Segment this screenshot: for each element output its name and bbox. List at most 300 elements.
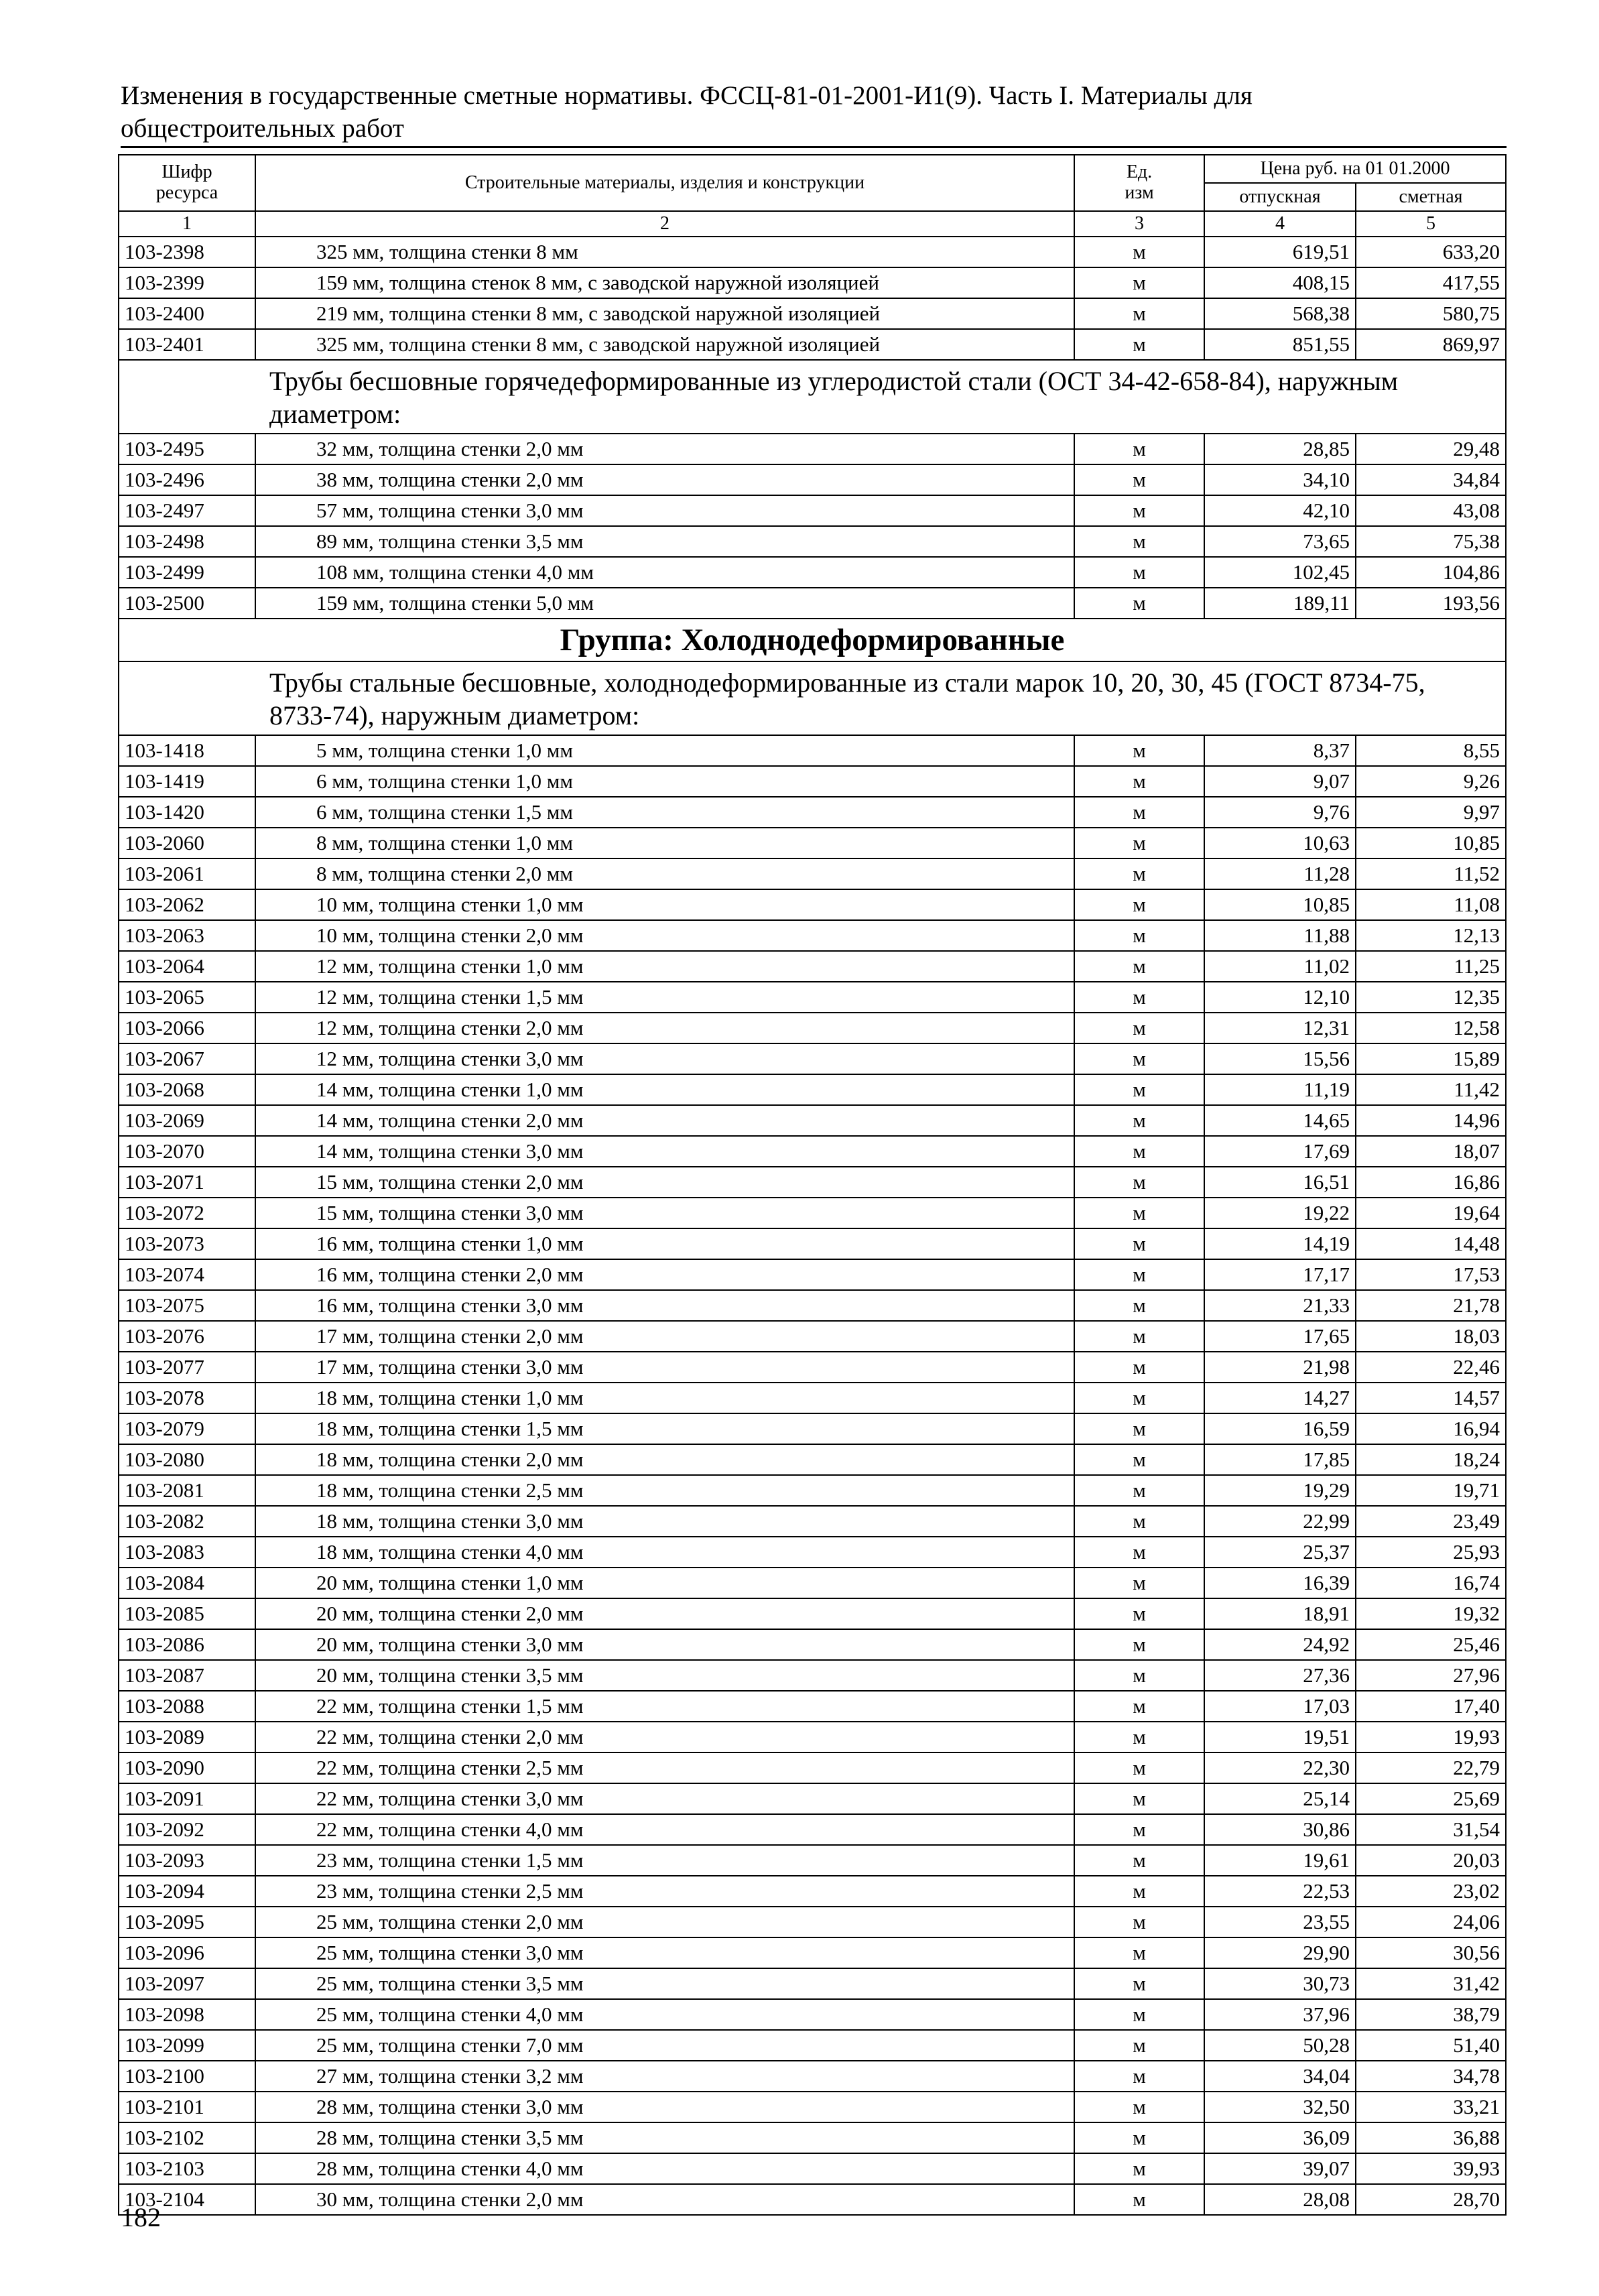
resource-code: 103-2064 — [119, 951, 255, 982]
price-release: 22,30 — [1204, 1752, 1356, 1783]
unit: м — [1074, 1722, 1204, 1752]
column-number: 5 — [1356, 211, 1506, 237]
table-row — [119, 1105, 1506, 1136]
material-name: 16 мм, толщина стенки 3,0 мм — [255, 1290, 1074, 1321]
resource-code: 103-2081 — [119, 1475, 255, 1506]
price-estimate: 12,58 — [1356, 1013, 1506, 1043]
table-row — [119, 920, 1506, 951]
resource-code: 103-2079 — [119, 1413, 255, 1444]
material-name: 219 мм, толщина стенки 8 мм, с заводской наружной изоляцией — [255, 298, 1074, 329]
resource-code: 103-2092 — [119, 1814, 255, 1845]
table-row — [119, 1321, 1506, 1352]
table-row — [119, 1413, 1506, 1444]
price-estimate: 18,07 — [1356, 1136, 1506, 1167]
resource-code: 103-2066 — [119, 1013, 255, 1043]
price-release: 16,51 — [1204, 1167, 1356, 1198]
price-release: 17,17 — [1204, 1259, 1356, 1290]
table-row — [119, 1198, 1506, 1228]
resource-code: 103-2077 — [119, 1352, 255, 1383]
table-row — [119, 1876, 1506, 1907]
price-estimate: 25,93 — [1356, 1537, 1506, 1568]
table-row — [119, 1968, 1506, 1999]
price-release: 17,03 — [1204, 1691, 1356, 1722]
unit: м — [1074, 1907, 1204, 1937]
price-release: 568,38 — [1204, 298, 1356, 329]
material-name: 16 мм, толщина стенки 2,0 мм — [255, 1259, 1074, 1290]
unit: м — [1074, 1845, 1204, 1876]
price-estimate: 18,03 — [1356, 1321, 1506, 1352]
material-name: 28 мм, толщина стенки 3,0 мм — [255, 2092, 1074, 2122]
price-estimate: 104,86 — [1356, 557, 1506, 588]
price-release: 408,15 — [1204, 267, 1356, 298]
table-row — [119, 1937, 1506, 1968]
unit: м — [1074, 1321, 1204, 1352]
price-estimate: 27,96 — [1356, 1660, 1506, 1691]
code-header-line1: Шифр — [162, 162, 212, 183]
table-row — [119, 237, 1506, 267]
price-estimate: 14,48 — [1356, 1228, 1506, 1259]
resource-code: 103-2095 — [119, 1907, 255, 1937]
table-row — [119, 1290, 1506, 1321]
material-name: 6 мм, толщина стенки 1,5 мм — [255, 797, 1074, 828]
unit: м — [1074, 329, 1204, 360]
price-estimate: 193,56 — [1356, 588, 1506, 619]
resource-code: 103-2101 — [119, 2092, 255, 2122]
price-release: 15,56 — [1204, 1043, 1356, 1074]
resource-code: 103-2086 — [119, 1629, 255, 1660]
table-row — [119, 1783, 1506, 1814]
material-name: 15 мм, толщина стенки 3,0 мм — [255, 1198, 1074, 1228]
price-estimate: 417,55 — [1356, 267, 1506, 298]
price-estimate: 11,42 — [1356, 1074, 1506, 1105]
group-heading-row — [119, 619, 1506, 661]
price-release: 27,36 — [1204, 1660, 1356, 1691]
price-release: 9,07 — [1204, 766, 1356, 797]
unit: м — [1074, 1937, 1204, 1968]
unit: м — [1074, 1999, 1204, 2030]
unit: м — [1074, 1752, 1204, 1783]
resource-code: 103-2063 — [119, 920, 255, 951]
material-name: 22 мм, толщина стенки 1,5 мм — [255, 1691, 1074, 1722]
price-release: 10,85 — [1204, 889, 1356, 920]
unit: м — [1074, 1783, 1204, 1814]
price-release: 22,53 — [1204, 1876, 1356, 1907]
resource-code: 103-2061 — [119, 858, 255, 889]
table-row — [119, 1568, 1506, 1598]
resource-code: 103-2084 — [119, 1568, 255, 1598]
header-title-line1: Изменения в государственные сметные нормативы. ФССЦ-81-01-2001-И1(9). Часть I. Материалы для — [121, 81, 1253, 110]
resource-code: 103-2073 — [119, 1228, 255, 1259]
price-release: 19,29 — [1204, 1475, 1356, 1506]
resource-code: 103-2096 — [119, 1937, 255, 1968]
material-name: 25 мм, толщина стенки 4,0 мм — [255, 1999, 1074, 2030]
material-name: 10 мм, толщина стенки 1,0 мм — [255, 889, 1074, 920]
unit: м — [1074, 2092, 1204, 2122]
unit: м — [1074, 1228, 1204, 1259]
resource-code: 103-2401 — [119, 329, 255, 360]
section-heading: Трубы бесшовные горячедеформированные из углеродистой стали (ОСТ 34-42-658-84), наружным диаметром: — [119, 360, 1506, 434]
unit: м — [1074, 2061, 1204, 2092]
resource-code: 103-1420 — [119, 797, 255, 828]
unit: м — [1074, 797, 1204, 828]
material-name: 89 мм, толщина стенки 3,5 мм — [255, 526, 1074, 557]
table-row — [119, 1383, 1506, 1413]
table-row — [119, 1845, 1506, 1876]
price-release: 29,90 — [1204, 1937, 1356, 1968]
resource-code: 103-2099 — [119, 2030, 255, 2061]
table-row — [119, 557, 1506, 588]
column-number: 4 — [1204, 211, 1356, 237]
material-name: 18 мм, толщина стенки 1,5 мм — [255, 1413, 1074, 1444]
price-release: 21,33 — [1204, 1290, 1356, 1321]
table-row — [119, 1598, 1506, 1629]
resource-code: 103-2104 — [119, 2184, 255, 2215]
unit: м — [1074, 858, 1204, 889]
page-header — [121, 79, 1501, 145]
material-name: 23 мм, толщина стенки 1,5 мм — [255, 1845, 1074, 1876]
resource-code: 103-2398 — [119, 237, 255, 267]
price-estimate: 39,93 — [1356, 2153, 1506, 2184]
table-row — [119, 1074, 1506, 1105]
column-number-row — [119, 211, 1506, 237]
group-cold-body — [119, 619, 1506, 735]
material-name: 25 мм, толщина стенки 3,0 мм — [255, 1937, 1074, 1968]
table-row — [119, 889, 1506, 920]
price-release: 21,98 — [1204, 1352, 1356, 1383]
price-release: 10,63 — [1204, 828, 1356, 858]
material-name: 15 мм, толщина стенки 2,0 мм — [255, 1167, 1074, 1198]
unit: м — [1074, 588, 1204, 619]
section-heading: Трубы стальные бесшовные, холоднодеформированные из стали марок 10, 20, 30, 45 (ГОСТ 8734-75, 8733-74), наружным диаметром: — [119, 661, 1506, 735]
unit: м — [1074, 1043, 1204, 1074]
price-release: 102,45 — [1204, 557, 1356, 588]
material-name: 8 мм, толщина стенки 1,0 мм — [255, 828, 1074, 858]
unit-column-header — [1074, 155, 1204, 211]
table-row — [119, 1444, 1506, 1475]
section-hot-body — [119, 360, 1506, 434]
price-estimate: 16,86 — [1356, 1167, 1506, 1198]
table-row — [119, 1136, 1506, 1167]
table-row — [119, 1907, 1506, 1937]
price-release: 11,02 — [1204, 951, 1356, 982]
price-release: 42,10 — [1204, 495, 1356, 526]
material-name: 5 мм, толщина стенки 1,0 мм — [255, 735, 1074, 766]
unit: м — [1074, 434, 1204, 464]
resource-code: 103-2067 — [119, 1043, 255, 1074]
price-estimate: 10,85 — [1356, 828, 1506, 858]
unit: м — [1074, 1413, 1204, 1444]
section-heading-row — [119, 661, 1506, 735]
material-name: 12 мм, толщина стенки 1,0 мм — [255, 951, 1074, 982]
unit: м — [1074, 1629, 1204, 1660]
unit: м — [1074, 1167, 1204, 1198]
price-release: 12,31 — [1204, 1013, 1356, 1043]
material-name: 18 мм, толщина стенки 4,0 мм — [255, 1537, 1074, 1568]
price-estimate: 23,02 — [1356, 1876, 1506, 1907]
material-name: 23 мм, толщина стенки 2,5 мм — [255, 1876, 1074, 1907]
table-row — [119, 1228, 1506, 1259]
unit: м — [1074, 1136, 1204, 1167]
material-name: 10 мм, толщина стенки 2,0 мм — [255, 920, 1074, 951]
material-name: 30 мм, толщина стенки 2,0 мм — [255, 2184, 1074, 2215]
table-row — [119, 735, 1506, 766]
resource-code: 103-2062 — [119, 889, 255, 920]
price-release: 39,07 — [1204, 2153, 1356, 2184]
table-row — [119, 1814, 1506, 1845]
code-column-header — [119, 155, 255, 211]
resource-code: 103-2100 — [119, 2061, 255, 2092]
unit: м — [1074, 1660, 1204, 1691]
unit: м — [1074, 1013, 1204, 1043]
price-estimate: 9,26 — [1356, 766, 1506, 797]
resource-code: 103-2499 — [119, 557, 255, 588]
table-row — [119, 329, 1506, 360]
table-row — [119, 1722, 1506, 1752]
price-release: 12,10 — [1204, 982, 1356, 1013]
material-name: 12 мм, толщина стенки 1,5 мм — [255, 982, 1074, 1013]
material-name: 57 мм, толщина стенки 3,0 мм — [255, 495, 1074, 526]
table-row — [119, 495, 1506, 526]
table-row — [119, 2030, 1506, 2061]
price-estimate: 75,38 — [1356, 526, 1506, 557]
price-estimate: 19,32 — [1356, 1598, 1506, 1629]
resource-code: 103-2074 — [119, 1259, 255, 1290]
unit: м — [1074, 557, 1204, 588]
table-row — [119, 1043, 1506, 1074]
unit: м — [1074, 766, 1204, 797]
price-estimate: 8,55 — [1356, 735, 1506, 766]
price-estimate: 16,94 — [1356, 1413, 1506, 1444]
price-release: 50,28 — [1204, 2030, 1356, 2061]
unit: м — [1074, 1444, 1204, 1475]
material-name: 325 мм, толщина стенки 8 мм — [255, 237, 1074, 267]
table-body-block2 — [119, 434, 1506, 619]
price-release: 14,19 — [1204, 1228, 1356, 1259]
price-release: 14,65 — [1204, 1105, 1356, 1136]
table-row — [119, 1999, 1506, 2030]
price-estimate: 33,21 — [1356, 2092, 1506, 2122]
table-row — [119, 526, 1506, 557]
unit-header-line2: изм — [1125, 182, 1154, 203]
unit: м — [1074, 526, 1204, 557]
resource-code: 103-2069 — [119, 1105, 255, 1136]
table-body-block3 — [119, 735, 1506, 2215]
price-release: 189,11 — [1204, 588, 1356, 619]
price-estimate: 22,79 — [1356, 1752, 1506, 1783]
price-release: 28,08 — [1204, 2184, 1356, 2215]
material-name: 17 мм, толщина стенки 2,0 мм — [255, 1321, 1074, 1352]
price-estimate-header: сметная — [1356, 183, 1506, 211]
table-row — [119, 2184, 1506, 2215]
table-row — [119, 2092, 1506, 2122]
table-row — [119, 828, 1506, 858]
price-estimate: 31,54 — [1356, 1814, 1506, 1845]
price-release: 32,50 — [1204, 2092, 1356, 2122]
material-name: 325 мм, толщина стенки 8 мм, с заводской наружной изоляцией — [255, 329, 1074, 360]
price-estimate: 31,42 — [1356, 1968, 1506, 1999]
price-estimate: 14,57 — [1356, 1383, 1506, 1413]
resource-code: 103-2093 — [119, 1845, 255, 1876]
resource-code: 103-2497 — [119, 495, 255, 526]
price-estimate: 11,08 — [1356, 889, 1506, 920]
price-release: 17,65 — [1204, 1321, 1356, 1352]
resource-code: 103-2103 — [119, 2153, 255, 2184]
resource-code: 103-2091 — [119, 1783, 255, 1814]
material-name: 12 мм, толщина стенки 3,0 мм — [255, 1043, 1074, 1074]
material-name: 16 мм, толщина стенки 1,0 мм — [255, 1228, 1074, 1259]
material-name: 20 мм, толщина стенки 2,0 мм — [255, 1598, 1074, 1629]
resource-code: 103-2090 — [119, 1752, 255, 1783]
price-estimate: 23,49 — [1356, 1506, 1506, 1537]
resource-code: 103-2082 — [119, 1506, 255, 1537]
material-name: 14 мм, толщина стенки 2,0 мм — [255, 1105, 1074, 1136]
resource-code: 103-2495 — [119, 434, 255, 464]
price-release: 8,37 — [1204, 735, 1356, 766]
resource-code: 103-2060 — [119, 828, 255, 858]
price-estimate: 9,97 — [1356, 797, 1506, 828]
resource-code: 103-2075 — [119, 1290, 255, 1321]
material-name: 25 мм, толщина стенки 2,0 мм — [255, 1907, 1074, 1937]
price-estimate: 869,97 — [1356, 329, 1506, 360]
material-name: 6 мм, толщина стенки 1,0 мм — [255, 766, 1074, 797]
price-release: 17,69 — [1204, 1136, 1356, 1167]
table-row — [119, 1167, 1506, 1198]
price-estimate: 17,53 — [1356, 1259, 1506, 1290]
table-row — [119, 1013, 1506, 1043]
price-estimate: 36,88 — [1356, 2122, 1506, 2153]
resource-code: 103-1418 — [119, 735, 255, 766]
price-release: 30,73 — [1204, 1968, 1356, 1999]
price-release: 34,04 — [1204, 2061, 1356, 2092]
price-estimate: 580,75 — [1356, 298, 1506, 329]
column-number: 1 — [119, 211, 255, 237]
material-name: 159 мм, толщина стенок 8 мм, с заводской наружной изоляцией — [255, 267, 1074, 298]
resource-code: 103-2500 — [119, 588, 255, 619]
column-number: 3 — [1074, 211, 1204, 237]
resource-code: 103-2068 — [119, 1074, 255, 1105]
resource-code: 103-2089 — [119, 1722, 255, 1752]
resource-code: 103-2399 — [119, 267, 255, 298]
unit: м — [1074, 1105, 1204, 1136]
material-name: 14 мм, толщина стенки 3,0 мм — [255, 1136, 1074, 1167]
table-row — [119, 858, 1506, 889]
price-release-header: отпускная — [1204, 183, 1356, 211]
resource-code: 103-1419 — [119, 766, 255, 797]
price-release: 30,86 — [1204, 1814, 1356, 1845]
price-estimate: 22,46 — [1356, 1352, 1506, 1383]
price-estimate: 11,52 — [1356, 858, 1506, 889]
table-row — [119, 1660, 1506, 1691]
table-row — [119, 1691, 1506, 1722]
material-name: 25 мм, толщина стенки 3,5 мм — [255, 1968, 1074, 1999]
table-row — [119, 2122, 1506, 2153]
table-row — [119, 1629, 1506, 1660]
table-body-block1 — [119, 237, 1506, 360]
price-estimate: 19,93 — [1356, 1722, 1506, 1752]
table-row — [119, 797, 1506, 828]
material-name: 28 мм, толщина стенки 3,5 мм — [255, 2122, 1074, 2153]
price-release: 22,99 — [1204, 1506, 1356, 1537]
material-name: 27 мм, толщина стенки 3,2 мм — [255, 2061, 1074, 2092]
resource-code: 103-2498 — [119, 526, 255, 557]
price-release: 19,22 — [1204, 1198, 1356, 1228]
material-name: 18 мм, толщина стенки 2,0 мм — [255, 1444, 1074, 1475]
price-release: 25,14 — [1204, 1783, 1356, 1814]
price-release: 11,19 — [1204, 1074, 1356, 1105]
header-title-line2: общестроительных работ — [121, 114, 404, 143]
unit: м — [1074, 951, 1204, 982]
section-heading-row — [119, 360, 1506, 434]
material-name: 108 мм, толщина стенки 4,0 мм — [255, 557, 1074, 588]
material-name: 8 мм, толщина стенки 2,0 мм — [255, 858, 1074, 889]
unit: м — [1074, 2030, 1204, 2061]
price-release: 11,28 — [1204, 858, 1356, 889]
table-row — [119, 1506, 1506, 1537]
price-estimate: 51,40 — [1356, 2030, 1506, 2061]
resource-code: 103-2400 — [119, 298, 255, 329]
unit: м — [1074, 1352, 1204, 1383]
material-name: 159 мм, толщина стенки 5,0 мм — [255, 588, 1074, 619]
table-row — [119, 1537, 1506, 1568]
price-estimate: 30,56 — [1356, 1937, 1506, 1968]
resource-code: 103-2496 — [119, 464, 255, 495]
price-estimate: 12,13 — [1356, 920, 1506, 951]
table-row — [119, 464, 1506, 495]
price-estimate: 16,74 — [1356, 1568, 1506, 1598]
price-estimate: 19,71 — [1356, 1475, 1506, 1506]
unit: м — [1074, 1537, 1204, 1568]
unit: м — [1074, 1691, 1204, 1722]
price-release: 28,85 — [1204, 434, 1356, 464]
resource-code: 103-2072 — [119, 1198, 255, 1228]
resource-code: 103-2087 — [119, 1660, 255, 1691]
unit: м — [1074, 1814, 1204, 1845]
price-estimate: 11,25 — [1356, 951, 1506, 982]
resource-code: 103-2088 — [119, 1691, 255, 1722]
material-name: 20 мм, толщина стенки 1,0 мм — [255, 1568, 1074, 1598]
material-name: 12 мм, толщина стенки 2,0 мм — [255, 1013, 1074, 1043]
table-row — [119, 298, 1506, 329]
resource-code: 103-2080 — [119, 1444, 255, 1475]
price-estimate: 19,64 — [1356, 1198, 1506, 1228]
table-row — [119, 1752, 1506, 1783]
price-release: 11,88 — [1204, 920, 1356, 951]
price-release: 19,61 — [1204, 1845, 1356, 1876]
table-row — [119, 982, 1506, 1013]
unit: м — [1074, 2184, 1204, 2215]
material-name: 28 мм, толщина стенки 4,0 мм — [255, 2153, 1074, 2184]
price-release: 851,55 — [1204, 329, 1356, 360]
unit: м — [1074, 1259, 1204, 1290]
price-release: 9,76 — [1204, 797, 1356, 828]
table-row — [119, 766, 1506, 797]
price-release: 34,10 — [1204, 464, 1356, 495]
unit: м — [1074, 464, 1204, 495]
unit: м — [1074, 1968, 1204, 1999]
unit: м — [1074, 2122, 1204, 2153]
price-table — [118, 154, 1507, 2216]
name-column-header: Строительные материалы, изделия и конструкции — [255, 155, 1074, 211]
header-rule — [121, 146, 1507, 148]
material-name: 20 мм, толщина стенки 3,5 мм — [255, 1660, 1074, 1691]
price-estimate: 29,48 — [1356, 434, 1506, 464]
table-row — [119, 951, 1506, 982]
table-row — [119, 2061, 1506, 2092]
material-name: 22 мм, толщина стенки 3,0 мм — [255, 1783, 1074, 1814]
material-name: 18 мм, толщина стенки 1,0 мм — [255, 1383, 1074, 1413]
resource-code: 103-2102 — [119, 2122, 255, 2153]
unit: м — [1074, 298, 1204, 329]
